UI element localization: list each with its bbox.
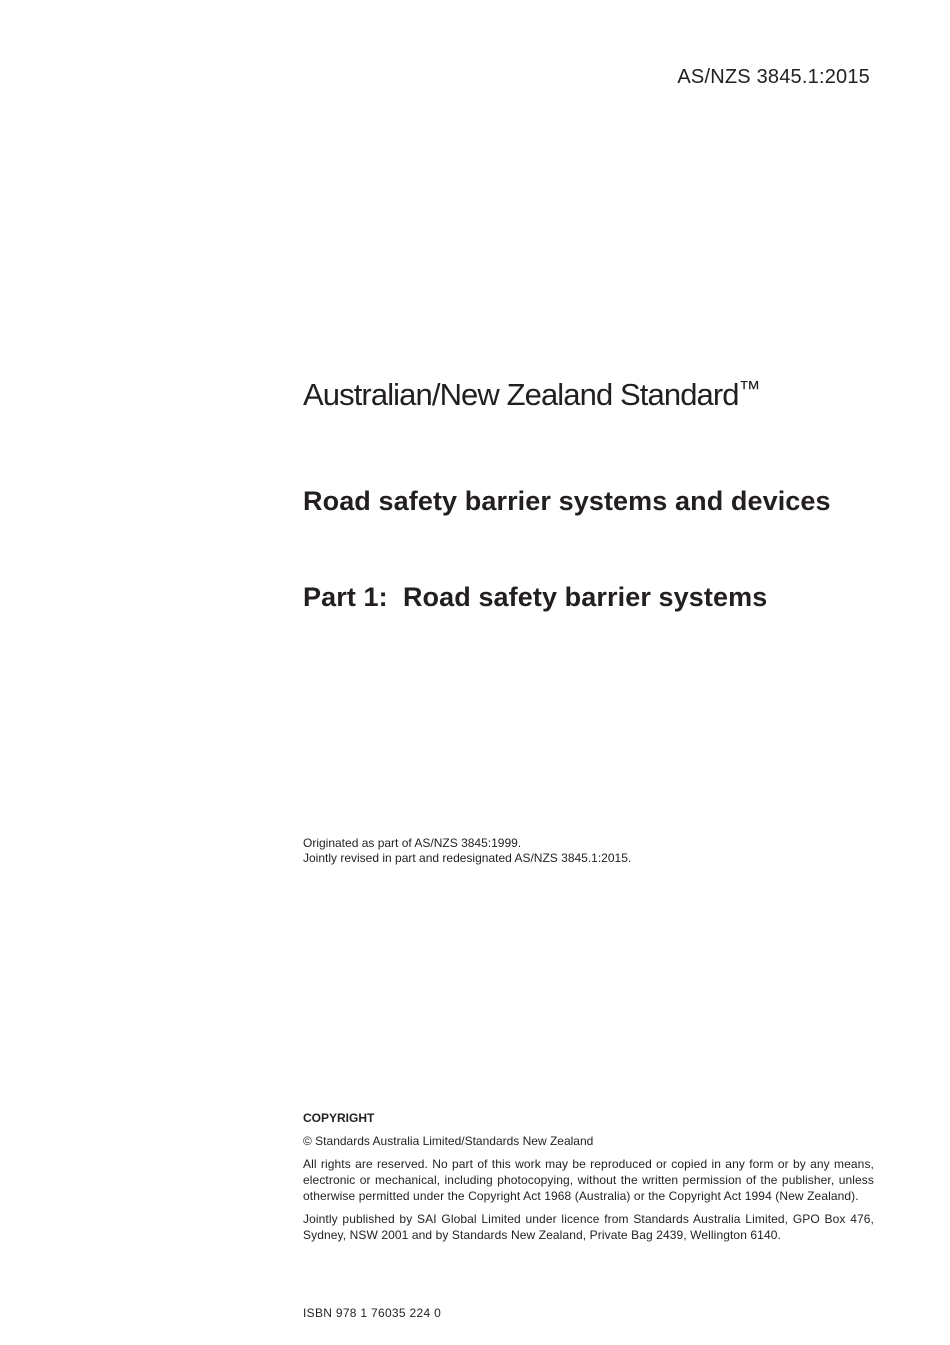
isbn: ISBN 978 1 76035 224 0: [303, 1306, 442, 1320]
standard-type-heading: [303, 377, 761, 413]
standard-type-text: Australian/New Zealand Standard: [303, 377, 739, 412]
document-number: AS/NZS 3845.1:2015: [677, 66, 870, 88]
copyright-block: [303, 1110, 874, 1250]
part-title: Road safety barrier systems: [402, 582, 768, 612]
part-label: Part 1:: [303, 582, 388, 612]
copyright-holder: © Standards Australia Limited/Standards New Zealand: [303, 1134, 594, 1148]
part-heading: [303, 582, 767, 613]
history-line-revision: Jointly revised in part and redesignated AS/NZS 3845.1:2015.: [303, 851, 632, 865]
history-line-origin: Originated as part of AS/NZS 3845:1999.: [303, 836, 522, 850]
document-title: Road safety barrier systems and devices: [303, 486, 831, 516]
rights-statement: All rights are reserved. No part of this work may be reproduced or copied in any form or by any means, electronic or mechanical, including photocopying, without the written permission of the publisher, unless otherwise permitted under the Copyright Act 1968 (Australia) or the Copyright Act 1994 (New Zealand).: [303, 1157, 874, 1203]
copyright-heading: COPYRIGHT: [303, 1111, 375, 1125]
trademark-symbol: ™: [738, 376, 761, 401]
publisher-statement: Jointly published by SAI Global Limited under licence from Standards Australia Limited, GPO Box 476, Sydney, NSW 2001 and by Standards New Zealand, Private Bag 2439, Wellington 6140.: [303, 1212, 874, 1242]
document-history: [303, 836, 631, 866]
